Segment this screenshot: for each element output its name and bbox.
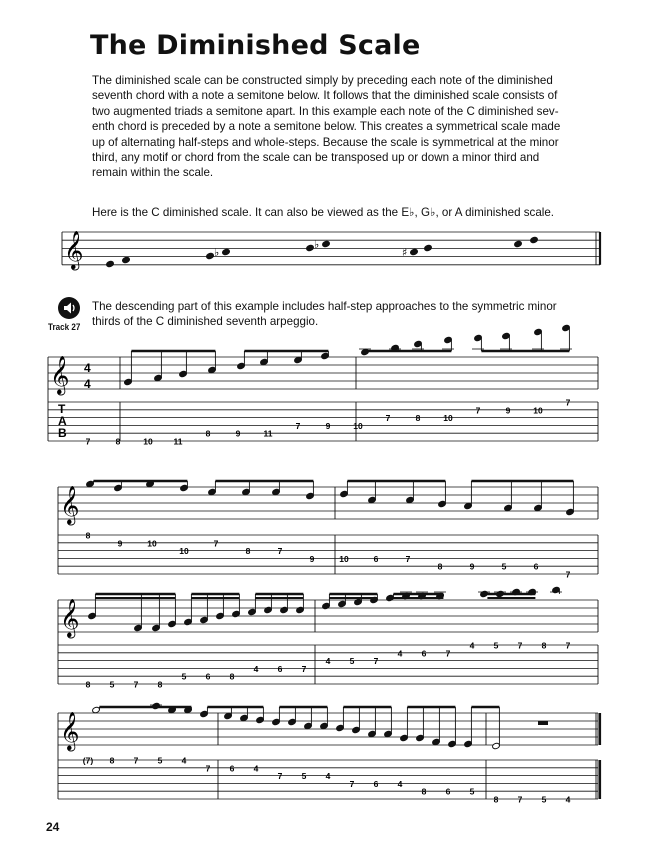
treble-clef-icon: 𝄞	[60, 711, 80, 750]
note-head	[410, 248, 419, 255]
note-head	[206, 252, 215, 259]
note-head	[322, 240, 331, 247]
accidental: ♭	[214, 246, 220, 259]
tab-number: 9	[505, 405, 511, 416]
tab-number: 7	[295, 420, 301, 431]
tab-number: 7	[349, 778, 355, 789]
tab-number: 7	[205, 763, 211, 774]
tab-clef-letter: A	[58, 414, 67, 428]
tab-number: 4	[253, 663, 259, 674]
tab-number: 6	[229, 763, 235, 774]
example-line: thirds of the C diminished seventh arpeggio.	[92, 315, 319, 329]
tab-number: 10	[143, 436, 153, 447]
tab-number: 6	[373, 553, 379, 564]
tab-number: 8	[85, 530, 91, 541]
tab-number: 11	[263, 428, 273, 439]
tab-number: 8	[493, 794, 499, 805]
tab-number: 8	[205, 428, 211, 439]
tab-number: 4	[469, 640, 475, 651]
tab-number: 7	[133, 755, 139, 766]
tab-number: 10	[179, 546, 189, 557]
tab-number: 4	[565, 794, 571, 805]
tab-number: (7)	[82, 755, 94, 766]
intro-line: remain within the scale.	[92, 166, 214, 180]
treble-clef-icon: 𝄞	[60, 485, 80, 524]
treble-clef-icon: 𝄞	[50, 355, 70, 394]
tab-number: 4	[181, 755, 187, 766]
whole-rest	[538, 721, 548, 725]
page-number: 24	[46, 820, 60, 834]
tab-number: 4	[325, 771, 331, 782]
tab-number: 11	[173, 436, 183, 447]
tab-number: 8	[109, 755, 115, 766]
intro-line: seventh chord with a note a semitone below. It follows that the diminished scale consists of	[92, 89, 558, 103]
intro-line: up of alternating half-steps and whole-steps. Because the scale is symmetrical at the minor	[92, 135, 559, 149]
tab-number: 7	[85, 436, 91, 447]
tab-number: 5	[301, 771, 307, 782]
tab-number: 6	[445, 786, 451, 797]
tab-number: 9	[235, 428, 241, 439]
tab-number: 5	[349, 656, 355, 667]
example-line: The descending part of this example includes half-step approaches to the symmetric minor	[92, 300, 557, 313]
tab-number: 5	[157, 755, 163, 766]
tab-number: 10	[533, 405, 543, 416]
note-head	[424, 244, 433, 251]
note-head	[122, 256, 131, 263]
tab-number: 7	[133, 679, 139, 690]
track-label: Track 27	[48, 322, 81, 333]
note-head	[480, 590, 489, 597]
tab-number: 6	[205, 671, 211, 682]
tab-number: 8	[115, 436, 121, 447]
tab-number: 9	[469, 561, 475, 572]
tab-number: 8	[245, 546, 251, 557]
tab-number: 8	[85, 679, 91, 690]
tab-number: 7	[373, 656, 379, 667]
tab-number: 9	[325, 420, 331, 431]
intro-line: The diminished scale can be constructed simply by preceding each note of the diminished	[92, 74, 553, 87]
treble-clef-icon: 𝄞	[64, 230, 84, 269]
tab-number: 9	[309, 553, 315, 564]
tab-number: 7	[277, 546, 283, 557]
note-head	[106, 260, 115, 267]
note-head	[530, 236, 539, 243]
tab-number: 5	[181, 671, 187, 682]
tab-number: 10	[353, 420, 363, 431]
tab-number: 7	[565, 397, 571, 408]
tab-number: 8	[421, 786, 427, 797]
tab-number: 10	[147, 538, 157, 549]
tab-number: 4	[397, 778, 403, 789]
accidental: ♯	[402, 246, 408, 259]
intro-line: third, any motif or chord from the scale can be transposed up or down a minor third and	[92, 151, 540, 165]
tab-number: 6	[533, 561, 539, 572]
tab-clef-letter: T	[58, 402, 66, 416]
note-head	[222, 248, 231, 255]
time-signature-bottom: 4	[84, 377, 91, 391]
tab-number: 5	[469, 786, 475, 797]
tab-number: 5	[109, 679, 115, 690]
tab-number: 10	[443, 413, 453, 424]
tab-number: 7	[213, 538, 219, 549]
tab-number: 8	[229, 671, 235, 682]
intro-line: enth chord is preceded by a note a semitone below. This creates a symmetrical scale made	[92, 120, 561, 134]
tab-number: 9	[117, 538, 123, 549]
tab-number: 7	[475, 405, 481, 416]
tab-clef-letter: B	[58, 426, 67, 440]
note-head	[514, 240, 523, 247]
tab-number: 5	[493, 640, 499, 651]
treble-clef-icon: 𝄞	[60, 598, 80, 637]
tab-number: 5	[541, 794, 547, 805]
scale-caption: Here is the C diminished scale. It can also be viewed as the E♭, G♭, or A diminished scale.	[92, 206, 555, 219]
tab-number: 8	[157, 679, 163, 690]
tab-number: 6	[421, 648, 427, 659]
note-head	[306, 244, 315, 251]
tab-number: 7	[517, 794, 523, 805]
tab-number: 8	[437, 561, 443, 572]
tab-number: 4	[325, 656, 331, 667]
tab-number: 7	[565, 569, 571, 580]
tab-number: 5	[501, 561, 507, 572]
time-signature-top: 4	[84, 361, 91, 375]
tab-number: 7	[277, 771, 283, 782]
tab-number: 7	[565, 640, 571, 651]
tab-number: 10	[339, 553, 349, 564]
tab-number: 4	[253, 763, 259, 774]
tab-number: 8	[541, 640, 547, 651]
tab-number: 6	[277, 663, 283, 674]
tab-number: 7	[405, 553, 411, 564]
intro-line: two augmented triads a semitone apart. In this example each note of the C diminished sev-	[92, 104, 559, 118]
tab-number: 7	[385, 413, 391, 424]
tab-number: 7	[301, 663, 307, 674]
tab-number: 8	[415, 413, 421, 424]
tab-number: 4	[397, 648, 403, 659]
page-title: The Diminished Scale	[90, 30, 421, 61]
accidental: ♭	[314, 238, 320, 251]
tab-number: 7	[445, 648, 451, 659]
tab-number: 7	[517, 640, 523, 651]
tab-number: 6	[373, 778, 379, 789]
